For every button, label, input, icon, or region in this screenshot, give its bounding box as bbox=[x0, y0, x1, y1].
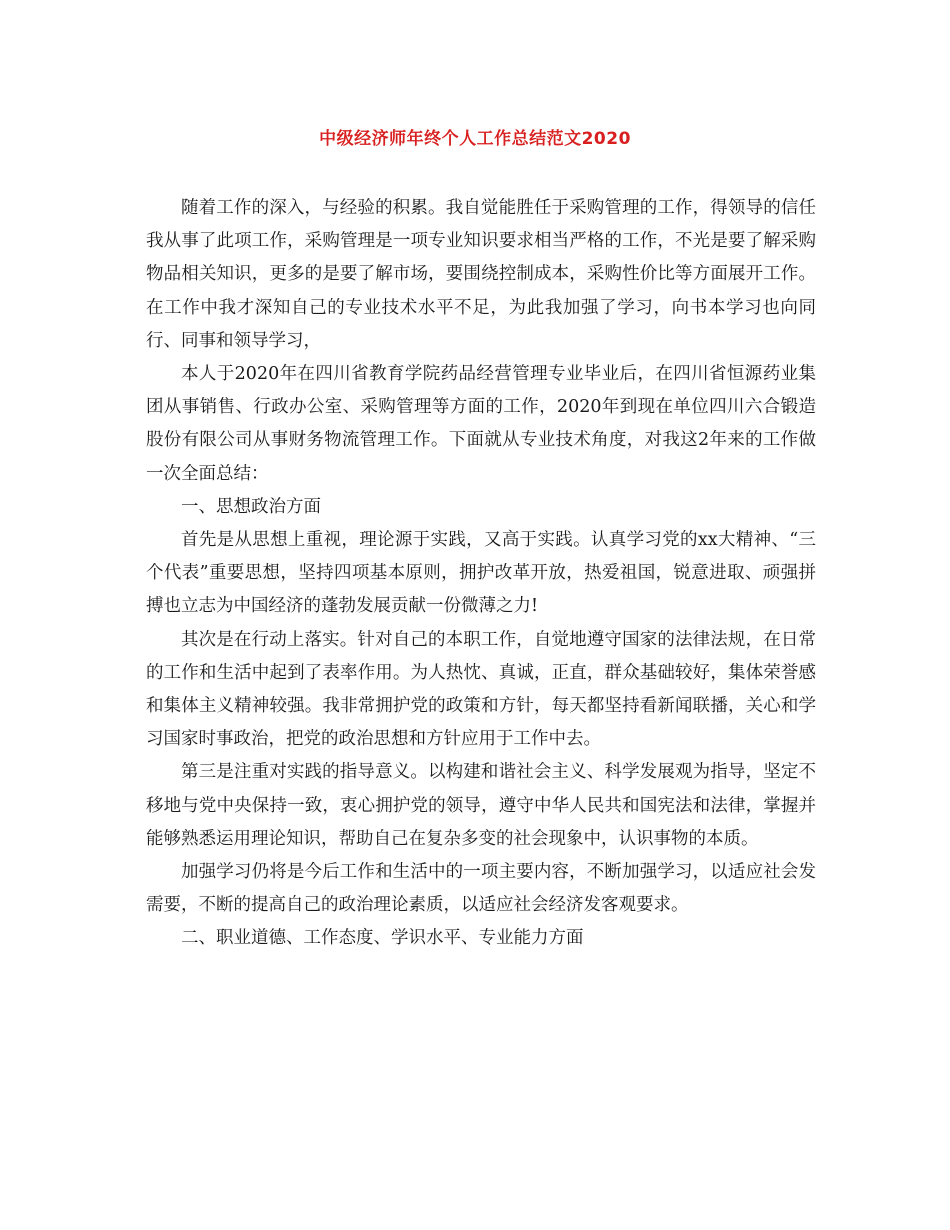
paragraph-study: 加强学习仍将是今后工作和生活中的一项主要内容，不断加强学习，以适应社会发需要，不断的提高自己的政治理论素质，以适应社会经济发客观要求。 bbox=[146, 862, 816, 916]
paragraph-practice: 第三是注重对实践的指导意义。以构建和谐社会主义、科学发展观为指导，坚定不移地与党中央保持一致，衷心拥护党的领导，遵守中华人民共和国宪法和法律，掌握并能够熟悉运用理论知识，帮助自己在复杂多变的社会现象中，认识事物的本质。 bbox=[146, 762, 816, 849]
paragraph-action: 其次是在行动上落实。针对自己的本职工作，自觉地遵守国家的法律法规，在日常的工作和生活中起到了表率作用。为人热忱、真诚，正直，群众基础较好，集体荣誉感和集体主义精神较强。我非常拥护党的政策和方针，每天都坚持看新闻联播，关心和学习国家时事政治，把党的政治思想和方针应用于工作中去。 bbox=[146, 629, 816, 750]
paragraph-intro: 随着工作的深入，与经验的积累。我自觉能胜任于采购管理的工作，得领导的信任我从事了此项工作，采购管理是一项专业知识要求相当严格的工作，不光是要了解采购物品相关知识，更多的是要了解市场，要围绕控制成本，采购性价比等方面展开工作。在工作中我才深知自己的专业技术水平不足，为此我加强了学习，向书本学习也向同行、同事和领导学习， bbox=[146, 198, 816, 351]
paragraph-background: 本人于2020年在四川省教育学院药品经营管理专业毕业后，在四川省恒源药业集团从事销售、行政办公室、采购管理等方面的工作，2020年到现在单位四川六合锻造股份有限公司从事财务物流管理工作。下面就从专业技术角度，对我这2年来的工作做一次全面总结： bbox=[146, 364, 816, 484]
section-heading-professional: 二、职业道德、工作态度、学识水平、专业能力方面 bbox=[181, 928, 584, 949]
document-body bbox=[146, 192, 816, 956]
paragraph-thought: 首先是从思想上重视，理论源于实践，又高于实践。认真学习党的xx大精神、“三个代表”重要思想，坚持四项基本原则，拥护改革开放，热爱祖国，锐意进取、顽强拼搏也立志为中国经济的蓬勃发展贡献一份微薄之力! bbox=[146, 530, 816, 617]
document-title: 中级经济师年终个人工作总结范文2020 bbox=[319, 129, 631, 149]
section-heading-political: 一、思想政治方面 bbox=[181, 496, 321, 517]
